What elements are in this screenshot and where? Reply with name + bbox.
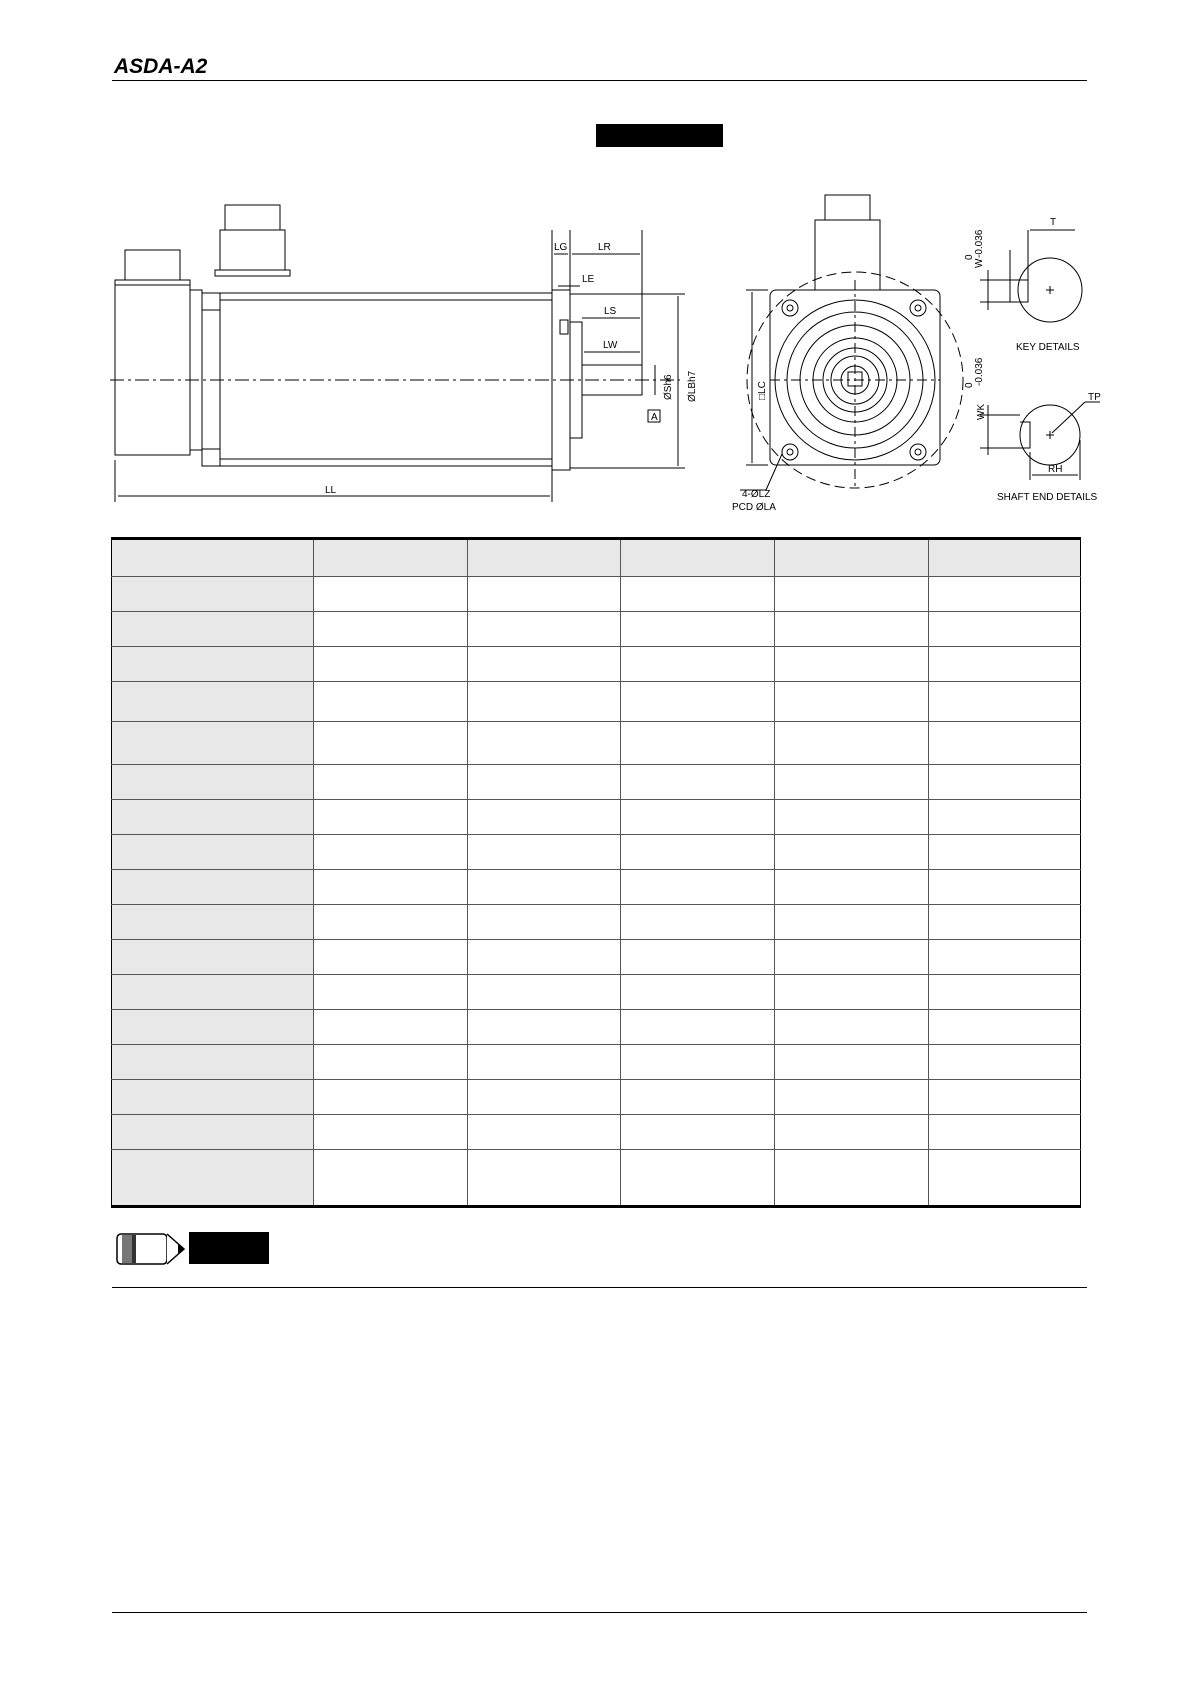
table-cell <box>775 612 929 647</box>
table-cell <box>621 835 775 870</box>
table-cell <box>313 539 467 577</box>
dim-ls-label: LS <box>604 306 617 317</box>
shaft-end-caption: SHAFT END DETAILS <box>997 492 1098 503</box>
table-cell <box>775 577 929 612</box>
table-cell <box>313 835 467 870</box>
table-cell <box>112 975 314 1010</box>
table-cell <box>112 1150 314 1207</box>
motor-dimension-drawing <box>110 190 1120 520</box>
dim-lz-label: 4-ØLZ <box>742 489 771 500</box>
table-cell <box>467 577 621 612</box>
table-row <box>112 765 1081 800</box>
table-cell <box>775 905 929 940</box>
table-cell <box>929 1045 1081 1080</box>
key-details-caption: KEY DETAILS <box>1016 342 1080 353</box>
table-row <box>112 940 1081 975</box>
dim-lr-label: LR <box>598 242 611 253</box>
table-row <box>112 870 1081 905</box>
table-row <box>112 1115 1081 1150</box>
table-cell <box>467 1115 621 1150</box>
table-cell <box>467 722 621 765</box>
table-cell <box>775 1150 929 1207</box>
table-cell <box>467 1080 621 1115</box>
table-row <box>112 539 1081 577</box>
table-cell <box>621 722 775 765</box>
table-cell <box>929 647 1081 682</box>
table-cell <box>112 722 314 765</box>
table-row <box>112 975 1081 1010</box>
shaft-rh-label: RH <box>1048 464 1063 475</box>
table-cell <box>313 975 467 1010</box>
dim-lc-label: □LC <box>757 381 768 400</box>
shaft-end-details <box>964 357 1101 503</box>
table-cell <box>929 577 1081 612</box>
table-cell <box>621 940 775 975</box>
table-cell <box>775 1045 929 1080</box>
shaft-tol-top: 0 <box>964 382 975 388</box>
table-cell <box>467 940 621 975</box>
table-cell <box>467 765 621 800</box>
table-cell <box>313 940 467 975</box>
table-cell <box>467 539 621 577</box>
table-cell <box>112 940 314 975</box>
brand-logo <box>112 54 232 78</box>
table-cell <box>467 612 621 647</box>
dim-ll-label: LL <box>325 485 337 496</box>
table-cell <box>775 722 929 765</box>
table-cell <box>313 1115 467 1150</box>
note-rule <box>112 1287 1087 1288</box>
key-tol-bottom: -0.036 <box>974 229 985 258</box>
table-row <box>112 1010 1081 1045</box>
table-cell <box>112 682 314 722</box>
dim-lbh7-label: ØLBh7 <box>687 370 698 402</box>
dim-sh6-label: ØSh6 <box>663 374 674 400</box>
table-row <box>112 1045 1081 1080</box>
table-cell <box>313 870 467 905</box>
table-cell <box>621 870 775 905</box>
table-cell <box>112 612 314 647</box>
table-cell <box>775 647 929 682</box>
table-cell <box>467 1045 621 1080</box>
table-cell <box>929 870 1081 905</box>
table-cell <box>467 800 621 835</box>
table-cell <box>621 1150 775 1207</box>
table-cell <box>313 682 467 722</box>
table-cell <box>929 765 1081 800</box>
dim-la-label: PCD ØLA <box>732 502 776 513</box>
table-row <box>112 1080 1081 1115</box>
table-cell <box>313 722 467 765</box>
table-cell <box>621 1115 775 1150</box>
table-cell <box>775 765 929 800</box>
table-cell <box>621 765 775 800</box>
table-cell <box>313 765 467 800</box>
table-cell <box>467 682 621 722</box>
table-cell <box>775 800 929 835</box>
table-cell <box>112 835 314 870</box>
table-cell <box>313 1010 467 1045</box>
shaft-wk-label: WK <box>976 403 987 420</box>
table-cell <box>775 870 929 905</box>
table-cell <box>621 577 775 612</box>
table-row <box>112 577 1081 612</box>
dim-lw-label: LW <box>603 340 618 351</box>
key-w-label: W <box>974 258 985 268</box>
table-row <box>112 800 1081 835</box>
table-cell <box>313 577 467 612</box>
footer-rule <box>112 1612 1087 1613</box>
table-cell <box>467 835 621 870</box>
table-cell <box>467 905 621 940</box>
table-cell <box>929 975 1081 1010</box>
table-cell <box>112 1080 314 1115</box>
table-cell <box>313 800 467 835</box>
table-row <box>112 1150 1081 1207</box>
note-label-box <box>189 1232 269 1264</box>
table-cell <box>929 539 1081 577</box>
table-cell <box>775 682 929 722</box>
table-cell <box>621 800 775 835</box>
table-row <box>112 647 1081 682</box>
dimension-spec-table <box>111 537 1081 1208</box>
table-cell <box>112 1045 314 1080</box>
table-cell <box>112 647 314 682</box>
table-cell <box>313 1080 467 1115</box>
table-cell <box>929 1080 1081 1115</box>
table-cell <box>313 612 467 647</box>
table-cell <box>621 905 775 940</box>
table-cell <box>929 722 1081 765</box>
table-row <box>112 835 1081 870</box>
pencil-note-icon <box>116 1232 186 1266</box>
table-cell <box>621 975 775 1010</box>
table-cell <box>621 539 775 577</box>
table-cell <box>112 1115 314 1150</box>
table-cell <box>929 1010 1081 1045</box>
key-t-label: T <box>1050 217 1057 228</box>
table-cell <box>313 1045 467 1080</box>
table-cell <box>621 612 775 647</box>
table-cell <box>929 682 1081 722</box>
table-cell <box>112 905 314 940</box>
table-row <box>112 722 1081 765</box>
dim-lg-label: LG <box>554 242 568 253</box>
key-details <box>964 217 1082 353</box>
table-cell <box>775 1010 929 1045</box>
table-cell <box>775 1080 929 1115</box>
table-cell <box>112 870 314 905</box>
shaft-tol-bottom: -0.036 <box>974 357 985 386</box>
table-row <box>112 612 1081 647</box>
table-cell <box>621 682 775 722</box>
table-cell <box>112 1010 314 1045</box>
shaft-tp-label: TP <box>1088 392 1101 403</box>
table-cell <box>467 647 621 682</box>
table-cell <box>621 1045 775 1080</box>
spec-table-body <box>112 539 1081 1207</box>
table-cell <box>775 539 929 577</box>
table-cell <box>313 1150 467 1207</box>
table-cell <box>467 975 621 1010</box>
table-cell <box>467 1010 621 1045</box>
table-cell <box>775 1115 929 1150</box>
table-cell <box>929 800 1081 835</box>
table-cell <box>621 647 775 682</box>
table-cell <box>112 800 314 835</box>
table-cell <box>929 905 1081 940</box>
table-cell <box>929 1150 1081 1207</box>
side-view <box>110 205 698 502</box>
table-cell <box>313 647 467 682</box>
key-tol-top: 0 <box>964 254 975 260</box>
brand-text: ASDA-A2 <box>114 55 208 78</box>
table-row <box>112 905 1081 940</box>
datum-a-label: A <box>651 412 658 423</box>
table-cell <box>929 612 1081 647</box>
table-cell <box>929 1115 1081 1150</box>
table-cell <box>467 870 621 905</box>
table-cell <box>112 765 314 800</box>
table-row <box>112 682 1081 722</box>
table-cell <box>929 835 1081 870</box>
header-rule <box>112 80 1087 81</box>
table-cell <box>467 1150 621 1207</box>
table-cell <box>112 539 314 577</box>
table-cell <box>929 940 1081 975</box>
table-cell <box>775 940 929 975</box>
table-cell <box>621 1080 775 1115</box>
table-cell <box>775 835 929 870</box>
table-cell <box>775 975 929 1010</box>
dim-le-label: LE <box>582 274 595 285</box>
section-title-box <box>596 124 723 147</box>
table-cell <box>313 905 467 940</box>
table-cell <box>621 1010 775 1045</box>
front-view <box>732 195 963 513</box>
table-cell <box>112 577 314 612</box>
